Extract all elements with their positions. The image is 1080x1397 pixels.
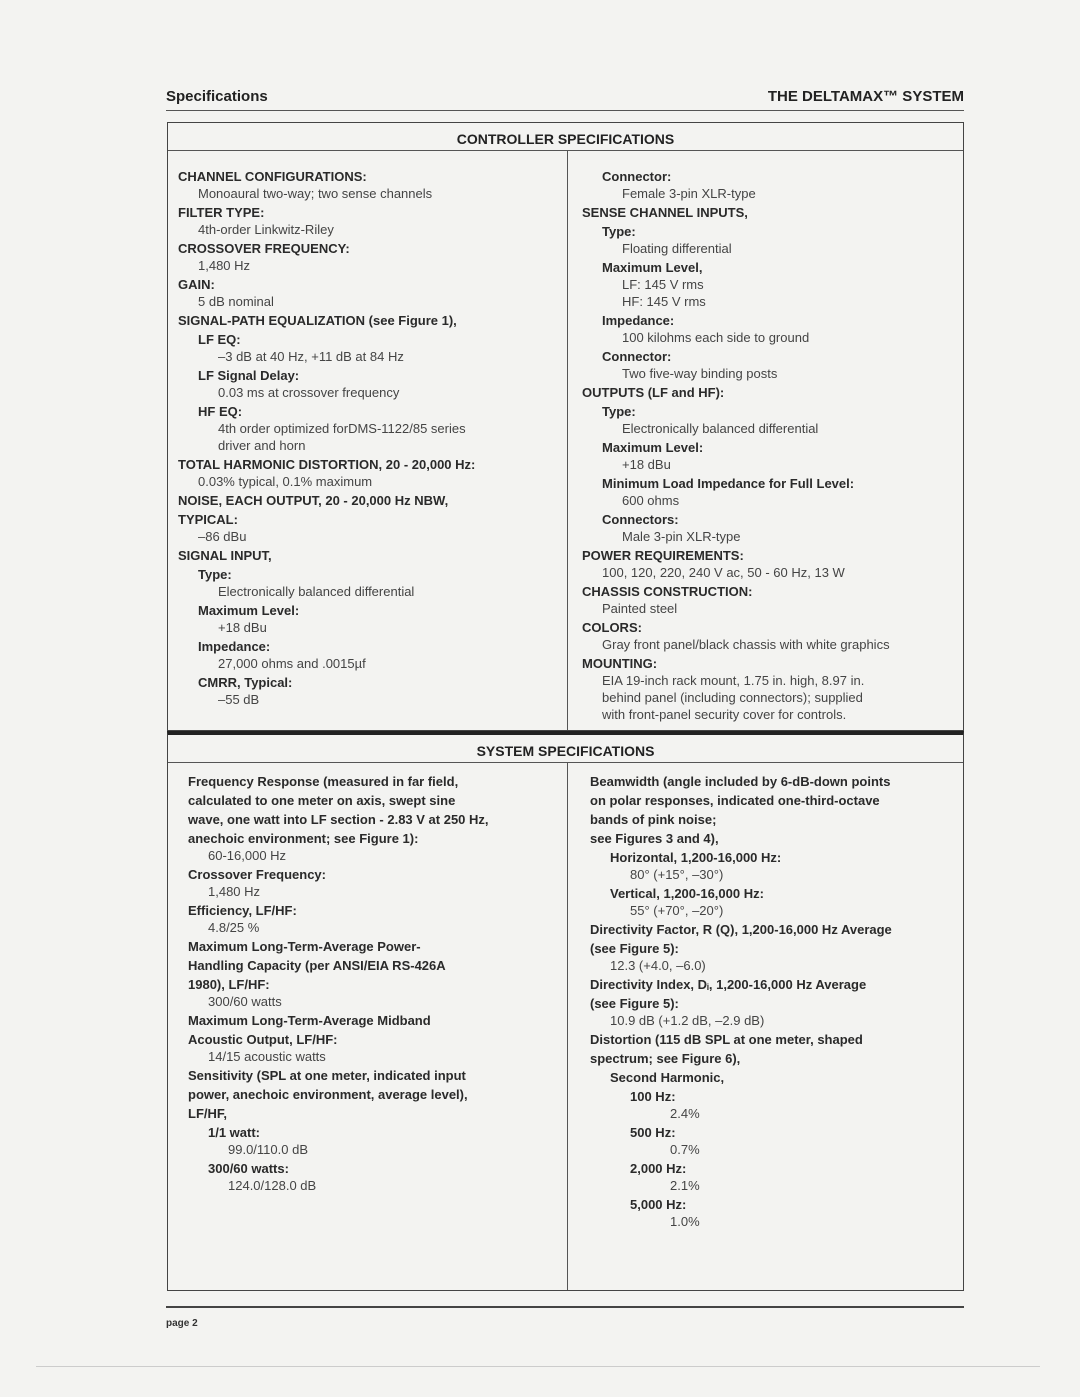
spec-value: 5 dB nominal	[198, 294, 274, 309]
spec-label: see Figures 3 and 4),	[590, 831, 719, 846]
spec-value: 1,480 Hz	[198, 258, 251, 273]
spec-label: 1/1 watt:	[208, 1125, 261, 1140]
spec-value: Female 3-pin XLR-type	[622, 186, 756, 201]
spec-value: 100, 120, 220, 240 V ac, 50 - 60 Hz, 13 W	[602, 565, 845, 580]
spec-value: Male 3-pin XLR-type	[622, 529, 741, 544]
spec-label: LF Signal Delay:	[198, 368, 300, 383]
spec-label: Connector:	[602, 349, 672, 364]
spec-label: MOUNTING:	[582, 656, 658, 671]
footer-rule	[166, 1306, 964, 1308]
spec-value: +18 dBu	[622, 457, 671, 472]
spec-label: GAIN:	[178, 277, 215, 292]
spec-value: 10.9 dB (+1.2 dB, –2.9 dB)	[610, 1013, 765, 1028]
spec-label: Efficiency, LF/HF:	[188, 903, 297, 918]
spec-label: power, anechoic environment, average level),	[188, 1087, 468, 1102]
spec-value: –55 dB	[218, 692, 260, 707]
spec-value: Two five-way binding posts	[622, 366, 778, 381]
spec-value: 4th order optimized forDMS-1122/85 series	[218, 421, 466, 436]
spec-label: 2,000 Hz:	[630, 1161, 687, 1176]
spec-label: calculated to one meter on axis, swept sine	[188, 793, 456, 808]
spec-value: Electronically balanced differential	[218, 584, 415, 599]
spec-label: COLORS:	[582, 620, 642, 635]
spec-value: 1.0%	[670, 1214, 700, 1229]
spec-label: Impedance:	[602, 313, 675, 328]
spec-label: Distortion (115 dB SPL at one meter, shaped	[590, 1032, 863, 1047]
spec-value: Floating differential	[622, 241, 732, 256]
spec-value: 0.03 ms at crossover frequency	[218, 385, 400, 400]
spec-value: 14/15 acoustic watts	[208, 1049, 326, 1064]
spec-label: Type:	[602, 404, 636, 419]
spec-label: CHASSIS CONSTRUCTION:	[582, 584, 753, 599]
spec-label: on polar responses, indicated one-third-octave	[590, 793, 880, 808]
header-rule	[166, 110, 964, 111]
spec-value: 1,480 Hz	[208, 884, 261, 899]
spec-label: Maximum Level:	[602, 440, 704, 455]
header-right: THE DELTAMAX™ SYSTEM	[767, 88, 964, 105]
spec-label: anechoic environment; see Figure 1):	[188, 831, 419, 846]
spec-value: 0.03% typical, 0.1% maximum	[198, 474, 373, 489]
spec-label: POWER REQUIREMENTS:	[582, 548, 744, 563]
spec-label: LF EQ:	[198, 332, 241, 347]
spec-label: Connectors:	[602, 512, 679, 527]
spec-value: 2.1%	[670, 1178, 700, 1193]
spec-value: 80° (+15°, –30°)	[630, 867, 724, 882]
spec-value: +18 dBu	[218, 620, 267, 635]
spec-label: 5,000 Hz:	[630, 1197, 687, 1212]
spec-label: Type:	[198, 567, 232, 582]
controller-title: CONTROLLER SPECIFICATIONS	[456, 131, 675, 147]
spec-label: CHANNEL CONFIGURATIONS:	[178, 169, 367, 184]
spec-label: Beamwidth (angle included by 6-dB-down points	[590, 774, 891, 789]
title-rule	[168, 150, 963, 151]
controller-left-column	[178, 166, 475, 708]
spec-label: CROSSOVER FREQUENCY:	[178, 241, 350, 256]
spec-label: Second Harmonic,	[610, 1070, 725, 1085]
system-left-column	[188, 771, 489, 1194]
spec-label: HF EQ:	[198, 404, 243, 419]
spec-label: Horizontal, 1,200-16,000 Hz:	[610, 850, 782, 865]
spec-value: 124.0/128.0 dB	[228, 1178, 317, 1193]
spec-label: Vertical, 1,200-16,000 Hz:	[610, 886, 764, 901]
spec-label: Maximum Level,	[602, 260, 703, 275]
spec-value: Painted steel	[602, 601, 678, 616]
spec-label: Impedance:	[198, 639, 271, 654]
spec-label: Connector:	[602, 169, 672, 184]
spec-label: OUTPUTS (LF and HF):	[582, 385, 725, 400]
spec-value: –86 dBu	[198, 529, 247, 544]
spec-label: 1980), LF/HF:	[188, 977, 270, 992]
spec-label: Directivity Factor, R (Q), 1,200-16,000 Hz Average	[590, 922, 892, 937]
spec-label: bands of pink noise;	[590, 812, 717, 827]
spec-value: LF: 145 V rms	[622, 277, 704, 292]
column-divider	[567, 762, 568, 1290]
controller-right-column	[582, 166, 890, 723]
spec-label: CMRR, Typical:	[198, 675, 293, 690]
spec-label: SIGNAL INPUT,	[178, 548, 272, 563]
spec-value: Monoaural two-way; two sense channels	[198, 186, 433, 201]
spec-label: NOISE, EACH OUTPUT, 20 - 20,000 Hz NBW,	[178, 493, 449, 508]
column-divider	[567, 150, 568, 730]
spec-value: 99.0/110.0 dB	[228, 1142, 308, 1157]
spec-label: TOTAL HARMONIC DISTORTION, 20 - 20,000 Hz:	[178, 457, 476, 472]
spec-label: Maximum Level:	[198, 603, 300, 618]
header-left: Specifications	[166, 88, 268, 105]
spec-value: 60-16,000 Hz	[208, 848, 287, 863]
spec-value: 100 kilohms each side to ground	[622, 330, 810, 345]
bottom-line	[36, 1366, 1040, 1367]
spec-label: Minimum Load Impedance for Full Level:	[602, 476, 855, 491]
spec-label: (see Figure 5):	[590, 941, 679, 956]
spec-value: HF: 145 V rms	[622, 294, 706, 309]
spec-label: SIGNAL-PATH EQUALIZATION (see Figure 1),	[178, 313, 457, 328]
spec-value: 0.7%	[670, 1142, 700, 1157]
spec-value: 4.8/25 %	[208, 920, 260, 935]
spec-label: Type:	[602, 224, 636, 239]
spec-label: 500 Hz:	[630, 1125, 676, 1140]
spec-label: (see Figure 5):	[590, 996, 679, 1011]
spec-label: TYPICAL:	[178, 512, 238, 527]
title-rule	[168, 762, 963, 763]
spec-value: 27,000 ohms and .0015µf	[218, 656, 366, 671]
spec-label: Crossover Frequency:	[188, 867, 326, 882]
spec-label: Maximum Long-Term-Average Midband	[188, 1013, 431, 1028]
spec-value: behind panel (including connectors); supplied	[602, 690, 863, 705]
spec-value: Gray front panel/black chassis with white graphics	[602, 637, 890, 652]
spec-label: 100 Hz:	[630, 1089, 676, 1104]
spec-value: 300/60 watts	[208, 994, 282, 1009]
spec-value: driver and horn	[218, 438, 306, 453]
spec-label: Handling Capacity (per ANSI/EIA RS-426A	[188, 958, 446, 973]
spec-value: Electronically balanced differential	[622, 421, 819, 436]
spec-label: spectrum; see Figure 6),	[590, 1051, 741, 1066]
spec-label: Acoustic Output, LF/HF:	[188, 1032, 338, 1047]
spec-label: LF/HF,	[188, 1106, 227, 1121]
spec-value: –3 dB at 40 Hz, +11 dB at 84 Hz	[218, 349, 404, 364]
spec-label: wave, one watt into LF section - 2.83 V at 250 Hz,	[188, 812, 489, 827]
spec-value: 12.3 (+4.0, –6.0)	[610, 958, 706, 973]
spec-label: Frequency Response (measured in far field,	[188, 774, 459, 789]
system-title: SYSTEM SPECIFICATIONS	[476, 743, 655, 759]
spec-label: Maximum Long-Term-Average Power-	[188, 939, 421, 954]
spec-value: EIA 19-inch rack mount, 1.75 in. high, 8.97 in.	[602, 673, 865, 688]
spec-label: Directivity Index, Dᵢ, 1,200-16,000 Hz Average	[590, 977, 867, 992]
spec-label: 300/60 watts:	[208, 1161, 289, 1176]
spec-value: 2.4%	[670, 1106, 700, 1121]
spec-label: FILTER TYPE:	[178, 205, 265, 220]
system-right-column	[590, 771, 892, 1230]
page-number: page 2	[166, 1318, 198, 1329]
spec-value: 55° (+70°, –20°)	[630, 903, 724, 918]
spec-value: with front-panel security cover for controls.	[602, 707, 847, 722]
spec-label: SENSE CHANNEL INPUTS,	[582, 205, 748, 220]
spec-label: Sensitivity (SPL at one meter, indicated input	[188, 1068, 466, 1083]
spec-value: 600 ohms	[622, 493, 680, 508]
spec-value: 4th-order Linkwitz-Riley	[198, 222, 334, 237]
